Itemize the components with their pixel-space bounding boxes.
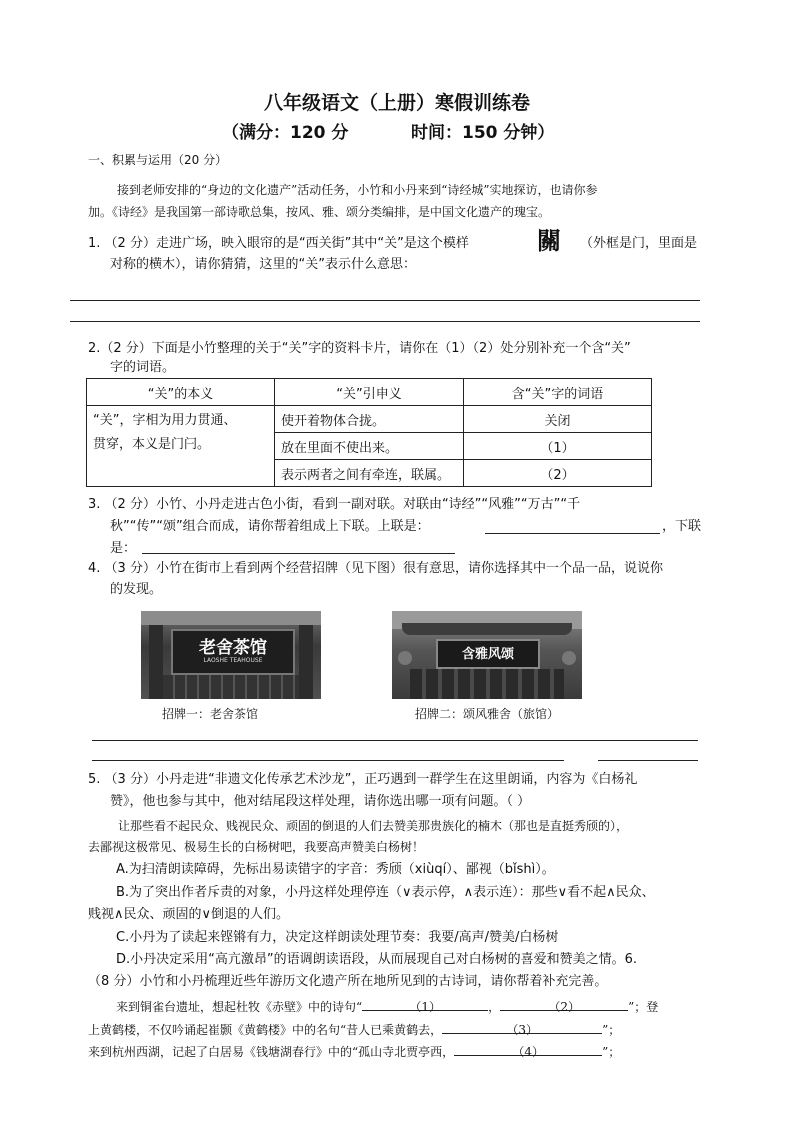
q3-line-2-tail: ，下联 (662, 519, 702, 534)
table-header-cell: 含“关”字的词语 (464, 379, 652, 406)
q5-option-b: B.为了突出作者斥责的对象，小丹这样处理停连（∨表示停，∧表示连）：那些∨看不起∧民众、 (116, 885, 655, 900)
sign-pillar (299, 625, 313, 699)
gate-columns (410, 669, 564, 699)
score-label: （满分：120 分 (222, 123, 349, 143)
q6-poem-line-1 (116, 996, 658, 1018)
sign-pillar (149, 625, 163, 699)
poem-blank-2[interactable]: （2） (500, 996, 628, 1011)
intro-line-1: 接到老师安排的“身边的文化遗产”活动任务，小竹和小丹来到“诗经城”实地探访，也请你参 (117, 183, 598, 197)
lantern (398, 651, 412, 665)
extended-meaning-cell: 放在里面不使出来。 (275, 433, 464, 460)
q5-line-1: 5. （3 分）小丹走进“非遗文化传承艺术沙龙”，正巧遇到一群学生在这里朗诵，内容为《白杨礼 (88, 772, 638, 787)
original-meaning-text: “关”，字相为用力贯通、 (93, 413, 237, 428)
sign-caption-1: 招牌一：老舍茶馆 (162, 707, 259, 721)
poem-blank-4[interactable]: （4） (454, 1041, 602, 1056)
answer-line[interactable] (598, 760, 698, 761)
answer-line[interactable] (92, 760, 564, 761)
q3-line-2: 秋”“传”“颂”组合而成，请你帮着组成上下联。上联是： (110, 519, 430, 534)
original-meaning-cell (87, 406, 275, 487)
lantern (562, 651, 576, 665)
sign-photo-laoshe-teahouse (141, 611, 321, 699)
sign-text: 含雅风颂 (461, 647, 514, 662)
extended-meaning-cell: 使开着物体合拢。 (275, 406, 464, 433)
sign-sky (141, 611, 321, 625)
sign-caption-2: 招牌二：颂风雅舍（旅馆） (415, 707, 560, 721)
sign-text: 老舍茶馆 (199, 638, 267, 658)
poem-blank-3[interactable]: （3） (442, 1019, 602, 1034)
table-header-cell: “关”的本义 (87, 379, 275, 406)
original-meaning-text: 贯穿，本义是门闩。 (93, 437, 211, 452)
q6-text: 上黄鹤楼，不仅吟诵起崔颢《黄鹤楼》中的名句“昔人已乘黄鹤去， (88, 1023, 443, 1037)
word-blank-cell[interactable]: （1） (464, 433, 652, 460)
table-header-cell: “关”引申义 (275, 379, 464, 406)
q5-passage-line-1: 让那些看不起民众、贱视民众、顽固的倒退的人们去赞美那贵族化的楠木（那也是直挺秀颀的）， (118, 819, 629, 833)
guan-glyph-image: 關 (537, 227, 561, 255)
q1-line-2: 对称的横木），请你猜猜，这里的“关”表示什么意思： (110, 257, 416, 272)
answer-line[interactable] (70, 300, 700, 301)
lower-couplet-blank[interactable] (142, 553, 455, 554)
q6-text: 来到杭州西湖，记起了白居易《钱塘湖春行》中的“孤山寺北贾亭西， (88, 1045, 455, 1059)
q1-line-1: 1. （2 分）走进广场，映入眼帘的是“西关街”其中“关”是这个模样 (88, 236, 469, 251)
q4-line-1: 4. （3 分）小竹在街市上看到两个经营招牌（见下图）很有意思，请你选择其中一个品一品，说说你 (88, 561, 663, 576)
time-label: 时间：150 分钟） (411, 123, 555, 143)
q6-text: ”；登 (628, 1000, 659, 1014)
q6-poem-line-2 (88, 1019, 620, 1041)
q5-option-c: C.小丹为了读起来铿锵有力，决定这样朗读处理节奏：我要/高声/赞美/白杨树 (116, 930, 559, 945)
q5-passage-line-2: 去鄙视这极常见、极易生长的白杨树吧，我要高声赞美白杨树！ (88, 840, 425, 854)
q5-line-2: 赞》，他也参与其中，他对结尾段这样处理，请你选出哪一项有问题。（ ） (110, 794, 531, 809)
q2-line-2: 字的词语。 (110, 360, 176, 375)
q3-line-3: 是： (110, 541, 137, 556)
sign-photo-songfeng-yashe (392, 611, 582, 699)
intro-line-2: 加。《诗经》是我国第一部诗歌总集，按风、雅、颂分类编排，是中国文化遗产的瑰宝。 (88, 205, 551, 219)
upper-couplet-blank[interactable] (485, 533, 660, 534)
guan-info-card-table (86, 378, 652, 487)
roof-eave (402, 623, 572, 635)
extended-meaning-cell: 表示两者之间有牵连，联属。 (275, 460, 464, 487)
q6-text: ， (488, 1000, 501, 1014)
q5-option-a: A.为扫清朗读障碍，先标出易读错字的字音：秀颀（xiùqí）、鄙视（bǐshì）。 (116, 862, 555, 877)
q2-line-1: 2.（2 分）下面是小竹整理的关于“关”字的资料卡片，请你在（1）（2）处分别补充一个含“关” (88, 341, 631, 356)
q3-line-1: 3. （2 分）小竹、小丹走进古色小街，看到一副对联。对联由“诗经”“风雅”“万古”“千 (88, 497, 581, 512)
q6-text: ”； (602, 1023, 621, 1037)
q6-line-1: （8 分）小竹和小丹梳理近些年游历文化遗产所在地所见到的古诗词，请你帮着补充完善。 (88, 974, 608, 989)
door-panels (163, 675, 299, 699)
poem-blank-1[interactable]: （1） (362, 996, 488, 1011)
q6-text: 来到铜雀台遗址，想起杜牧《赤壁》中的诗句“ (116, 1000, 363, 1014)
page-title: 八年级语文（上册）寒假训练卷 (263, 92, 530, 114)
answer-line[interactable] (92, 740, 698, 741)
q6-poem-line-3 (88, 1041, 620, 1063)
q1-line-1-tail: （外框是门，里面是 (580, 236, 698, 251)
word-blank-cell[interactable]: （2） (464, 460, 652, 487)
q6-text: ”； (602, 1045, 621, 1059)
sign-subtext: LAOSHE TEAHOUSE (203, 657, 263, 664)
q5-option-d: D.小丹决定采用“高亢激昂”的语调朗读语段，从而展现自己对白杨树的喜爱和赞美之情。6. (116, 952, 638, 967)
q4-line-2: 的发现。 (110, 582, 163, 597)
answer-line[interactable] (70, 321, 700, 322)
q5-option-b-cont: 贱视∧民众、顽固的∨倒退的人们。 (88, 907, 290, 922)
section-heading: 一、积累与运用（20 分） (88, 153, 228, 167)
word-cell: 关闭 (464, 406, 652, 433)
